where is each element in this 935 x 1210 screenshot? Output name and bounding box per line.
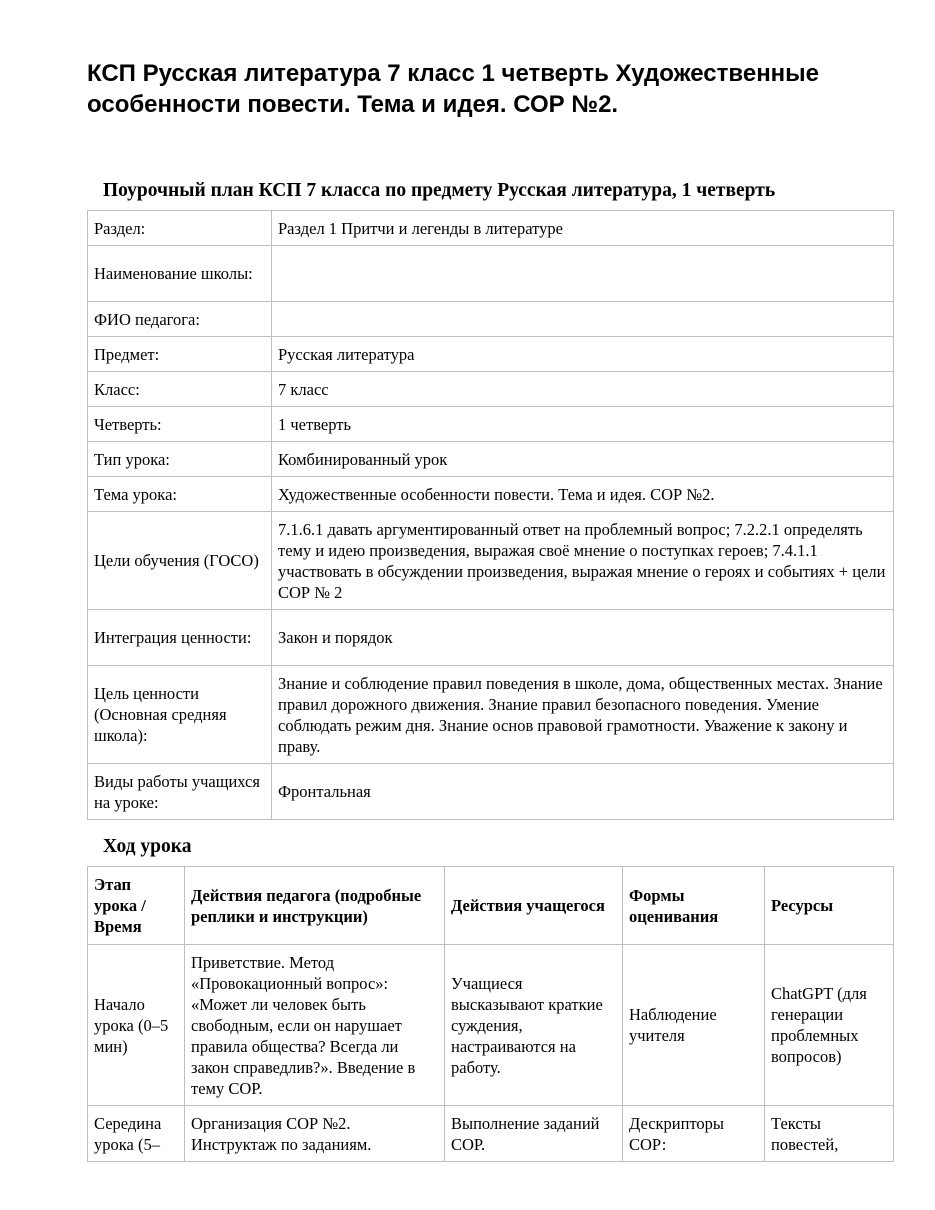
column-header-resources: Ресурсы — [765, 867, 894, 945]
info-row-section — [88, 211, 894, 246]
info-row-subject — [88, 337, 894, 372]
teacher-actions-cell: Организация СОР №2. Инструктаж по заданиям. — [185, 1106, 445, 1162]
info-label: Тема урока: — [88, 477, 272, 512]
info-label: Четверть: — [88, 407, 272, 442]
info-row-grade — [88, 372, 894, 407]
table-row — [88, 945, 894, 1106]
table-row — [88, 1106, 894, 1162]
info-label: Класс: — [88, 372, 272, 407]
info-value: Знание и соблюдение правил поведения в школе, дома, общественных местах. Знание правил дорожного движения. Знание правил безопасного поведения. Умение соблюдать режим дня. Знание основ правовой грамотности. Уважение к закону и праву. — [272, 666, 894, 764]
column-header-stage: Этап урока / Время — [88, 867, 185, 945]
info-value: Художественные особенности повести. Тема и идея. СОР №2. — [272, 477, 894, 512]
column-header-teacher-actions: Действия педагога (подробные реплики и инструкции) — [185, 867, 445, 945]
info-label: Цель ценности (Основная средняя школа): — [88, 666, 272, 764]
table-header-row — [88, 867, 894, 945]
info-label: Виды работы учащихся на уроке: — [88, 764, 272, 820]
plan-heading: Поурочный план КСП 7 класса по предмету Русская литература, 1 четверть — [103, 180, 776, 201]
info-label: Наименование школы: — [88, 246, 272, 302]
column-header-student-actions: Действия учащегося — [445, 867, 623, 945]
stage-cell: Начало урока (0–5 мин) — [88, 945, 185, 1106]
column-header-assessment: Формы оценивания — [623, 867, 765, 945]
student-actions-cell: Учащиеся высказывают краткие суждения, настраиваются на работу. — [445, 945, 623, 1106]
info-row-value-integration — [88, 610, 894, 666]
info-label: Предмет: — [88, 337, 272, 372]
resources-cell: ChatGPT (для генерации проблемных вопросов) — [765, 945, 894, 1106]
teacher-actions-cell: Приветствие. Метод «Провокационный вопрос»: «Может ли человек быть свободным, если он нарушает правила общества? Всегда ли закон справедлив?». Введение в тему СОР. — [185, 945, 445, 1106]
info-row-school — [88, 246, 894, 302]
lesson-progress-table — [87, 866, 894, 1162]
info-label: Раздел: — [88, 211, 272, 246]
info-value: 7 класс — [272, 372, 894, 407]
info-row-work-types — [88, 764, 894, 820]
document-title: КСП Русская литература 7 класс 1 четверть Художественные особенности повести. Тема и идея. СОР №2. — [87, 60, 820, 118]
info-row-quarter — [88, 407, 894, 442]
info-value: Фронтальная — [272, 764, 894, 820]
lesson-info-table — [87, 210, 894, 820]
info-value: Комбинированный урок — [272, 442, 894, 477]
info-value: 7.1.6.1 давать аргументированный ответ на проблемный вопрос; 7.2.2.1 определять тему и идею произведения, выражая своё мнение о поступках героев; 7.4.1.1 участвовать в обсуждении произведения, выражая мнение о героях и событиях + цели СОР № 2 — [272, 512, 894, 610]
info-row-topic — [88, 477, 894, 512]
info-value — [272, 246, 894, 302]
lesson-progress-heading: Ход урока — [103, 836, 192, 857]
info-value: 1 четверть — [272, 407, 894, 442]
info-value: Русская литература — [272, 337, 894, 372]
info-value: Раздел 1 Притчи и легенды в литературе — [272, 211, 894, 246]
info-label: ФИО педагога: — [88, 302, 272, 337]
info-label: Цели обучения (ГОСО) — [88, 512, 272, 610]
info-value: Закон и порядок — [272, 610, 894, 666]
assessment-cell: Дескрипторы СОР: — [623, 1106, 765, 1162]
info-row-teacher — [88, 302, 894, 337]
info-row-learning-goals — [88, 512, 894, 610]
info-value — [272, 302, 894, 337]
info-label: Тип урока: — [88, 442, 272, 477]
info-row-value-goal — [88, 666, 894, 764]
info-row-lesson-type — [88, 442, 894, 477]
assessment-cell: Наблюдение учителя — [623, 945, 765, 1106]
student-actions-cell: Выполнение заданий СОР. — [445, 1106, 623, 1162]
resources-cell: Тексты повестей, — [765, 1106, 894, 1162]
stage-cell: Середина урока (5– — [88, 1106, 185, 1162]
info-label: Интеграция ценности: — [88, 610, 272, 666]
